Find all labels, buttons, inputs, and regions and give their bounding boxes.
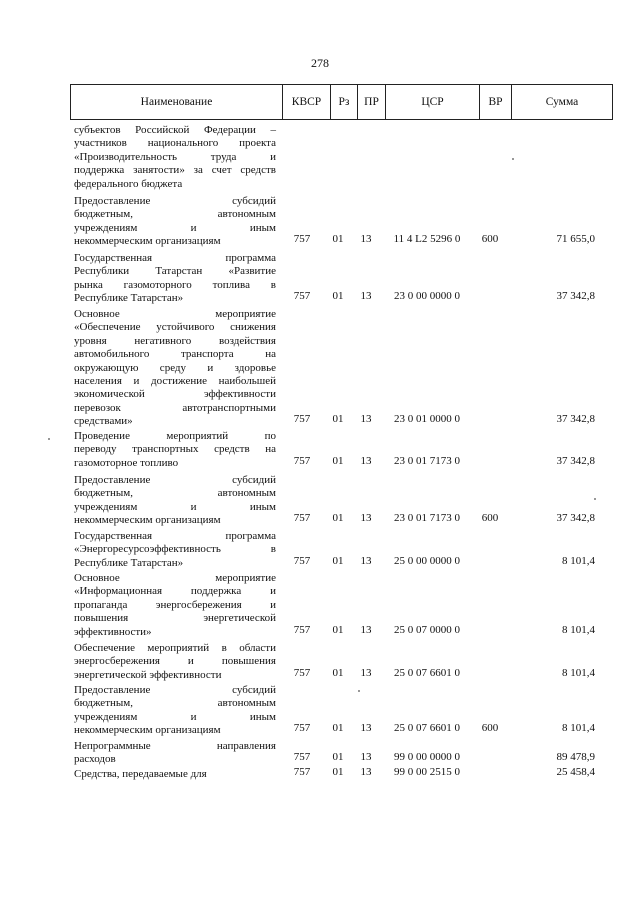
row-name-line: перевозок автотранспортными [74,401,276,414]
page-number: 278 [311,56,329,70]
row-sum: 37 342,8 [556,290,595,303]
row-sum: 37 342,8 [556,454,595,467]
row-pr: 13 [360,722,372,735]
scan-speck [512,158,514,160]
row-rz: 01 [332,512,344,525]
row-rz: 01 [332,623,344,636]
row-name-line: федерального бюджета [74,177,183,190]
header-name: Наименование [140,96,213,108]
row-vr: 600 [481,512,499,525]
row-name-line: «Обеспечение устойчивого снижения [74,321,276,334]
row-name-line: учреждениям и иным [74,710,276,723]
row-sum: 37 342,8 [556,413,595,426]
row-name-line: окружающую среду и здоровье [74,361,276,374]
header-csr: ЦСР [385,85,479,119]
row-kvsr: 757 [293,722,311,735]
row-name-line: Основное мероприятие [74,572,276,584]
row-kvsr: 757 [293,751,311,764]
header-sum: Сумма [511,85,612,119]
scan-speck [358,690,360,692]
row-pr: 13 [360,454,372,467]
row-rz: 01 [332,413,344,426]
row-name-line: Обеспечение мероприятий в области [74,642,276,654]
row-name-line: населения и достижение наибольшей [74,375,276,388]
row-name-line: уровня негативного воздействия [74,334,276,347]
row-kvsr: 757 [293,766,311,778]
row-csr: 25 0 07 6601 0 [394,666,460,679]
row-name-line: субъектов Российской Федерации – [74,124,276,136]
row-rz: 01 [332,454,344,467]
row-csr: 25 0 07 6601 0 [394,722,460,735]
row-name [74,430,276,470]
row-name-line: эффективности» [74,625,152,638]
row-kvsr: 757 [293,512,311,525]
row-name-line: Республики Татарстан «Развитие [74,265,276,278]
row-name [74,308,276,429]
row-kvsr: 757 [293,290,311,303]
row-vr: 600 [481,722,499,735]
row-kvsr: 757 [293,413,311,426]
row-pr: 13 [360,554,372,567]
row-pr: 13 [360,233,372,246]
row-name [74,642,276,682]
row-csr: 99 0 00 2515 0 [394,766,460,778]
row-name [74,124,276,191]
row-name-line: Республике Татарстан» [74,292,184,305]
row-name-line: Государственная программа [74,530,276,542]
row-name-line: некоммерческим организациям [74,235,221,248]
row-name [74,530,276,570]
row-name [74,768,276,781]
header-pr: ПР [357,85,385,119]
row-csr: 25 0 00 0000 0 [394,554,460,567]
row-sum: 8 101,4 [562,666,595,679]
header-kvsr: КВСР [282,85,330,119]
row-sum: 8 101,4 [562,554,595,567]
row-name-line: «Информационная поддержка и [74,585,276,598]
row-pr: 13 [360,666,372,679]
row-rz: 01 [332,290,344,303]
row-name-line: «Производительность труда и [74,150,276,163]
row-kvsr: 757 [293,666,311,679]
row-name [74,684,276,738]
row-csr: 23 0 01 0000 0 [394,413,460,426]
row-kvsr: 757 [293,454,311,467]
row-name-line: Средства, передаваемые для [74,768,207,780]
row-name-line: автомобильного транспорта на [74,348,276,361]
row-name-line: рынка газомоторного топлива в [74,278,276,291]
row-pr: 13 [360,751,372,764]
row-name-line: Предоставление субсидий [74,684,276,696]
row-name-line: бюджетным, автономным [74,487,276,500]
row-name-line: газомоторное топливо [74,456,179,469]
row-name-line: энергосбережения и повышения [74,655,276,668]
row-sum: 25 458,4 [556,766,595,778]
row-name-line: бюджетным, автономным [74,208,276,221]
row-name [74,195,276,249]
header-rz: Рз [330,85,357,119]
row-csr: 25 0 07 0000 0 [394,623,460,636]
row-name-line: учреждениям и иным [74,221,276,234]
row-name-line: Предоставление субсидий [74,195,276,207]
row-name-line: Республике Татарстан» [74,556,184,569]
row-kvsr: 757 [293,233,311,246]
row-rz: 01 [332,666,344,679]
row-rz: 01 [332,233,344,246]
row-name-line: энергетической эффективности [74,668,222,681]
row-name-line: расходов [74,753,116,766]
row-rz: 01 [332,554,344,567]
row-name-line: участников национального проекта [74,137,276,150]
row-name-line: средствами» [74,415,133,428]
row-pr: 13 [360,512,372,525]
row-name-line: некоммерческим организациям [74,724,221,737]
scan-speck [48,438,50,440]
row-name-line: бюджетным, автономным [74,697,276,710]
row-name-line: повышения энергетической [74,612,276,625]
row-name-line: поддержка занятости» за счет средств [74,164,276,177]
row-name-line: экономической эффективности [74,388,276,401]
row-name-line: пропаганда энергосбережения и [74,598,276,611]
row-csr: 23 0 01 7173 0 [394,454,460,467]
row-sum: 71 655,0 [556,233,595,246]
row-pr: 13 [360,623,372,636]
header-vr: ВР [479,85,511,119]
row-rz: 01 [332,751,344,764]
row-pr: 13 [360,766,372,778]
row-name-line: Проведение мероприятий по [74,430,276,442]
row-sum: 37 342,8 [556,512,595,525]
row-vr: 600 [481,233,499,246]
row-name-line: некоммерческим организациям [74,514,221,527]
row-name-line: учреждениям и иным [74,500,276,513]
row-name-line: Предоставление субсидий [74,474,276,486]
row-csr: 11 4 L2 5296 0 [393,233,461,246]
row-rz: 01 [332,766,344,778]
row-pr: 13 [360,413,372,426]
row-name-line: переводу транспортных средств на [74,443,276,456]
row-sum: 89 478,9 [556,751,595,764]
row-name-line: Основное мероприятие [74,308,276,320]
row-kvsr: 757 [293,554,311,567]
row-name-line: Государственная программа [74,252,276,264]
row-sum: 8 101,4 [562,722,595,735]
row-csr: 23 0 01 7173 0 [394,512,460,525]
row-sum: 8 101,4 [562,623,595,636]
row-name-line: «Энергоресурсоэффективность в [74,543,276,556]
row-csr: 99 0 00 0000 0 [394,751,460,764]
row-name [74,740,276,767]
row-name [74,474,276,528]
row-name [74,572,276,639]
row-kvsr: 757 [293,623,311,636]
scan-speck [594,498,596,500]
row-pr: 13 [360,290,372,303]
row-csr: 23 0 00 0000 0 [394,290,460,303]
row-rz: 01 [332,722,344,735]
row-name-line: Непрограммные направления [74,740,276,752]
row-name [74,252,276,306]
